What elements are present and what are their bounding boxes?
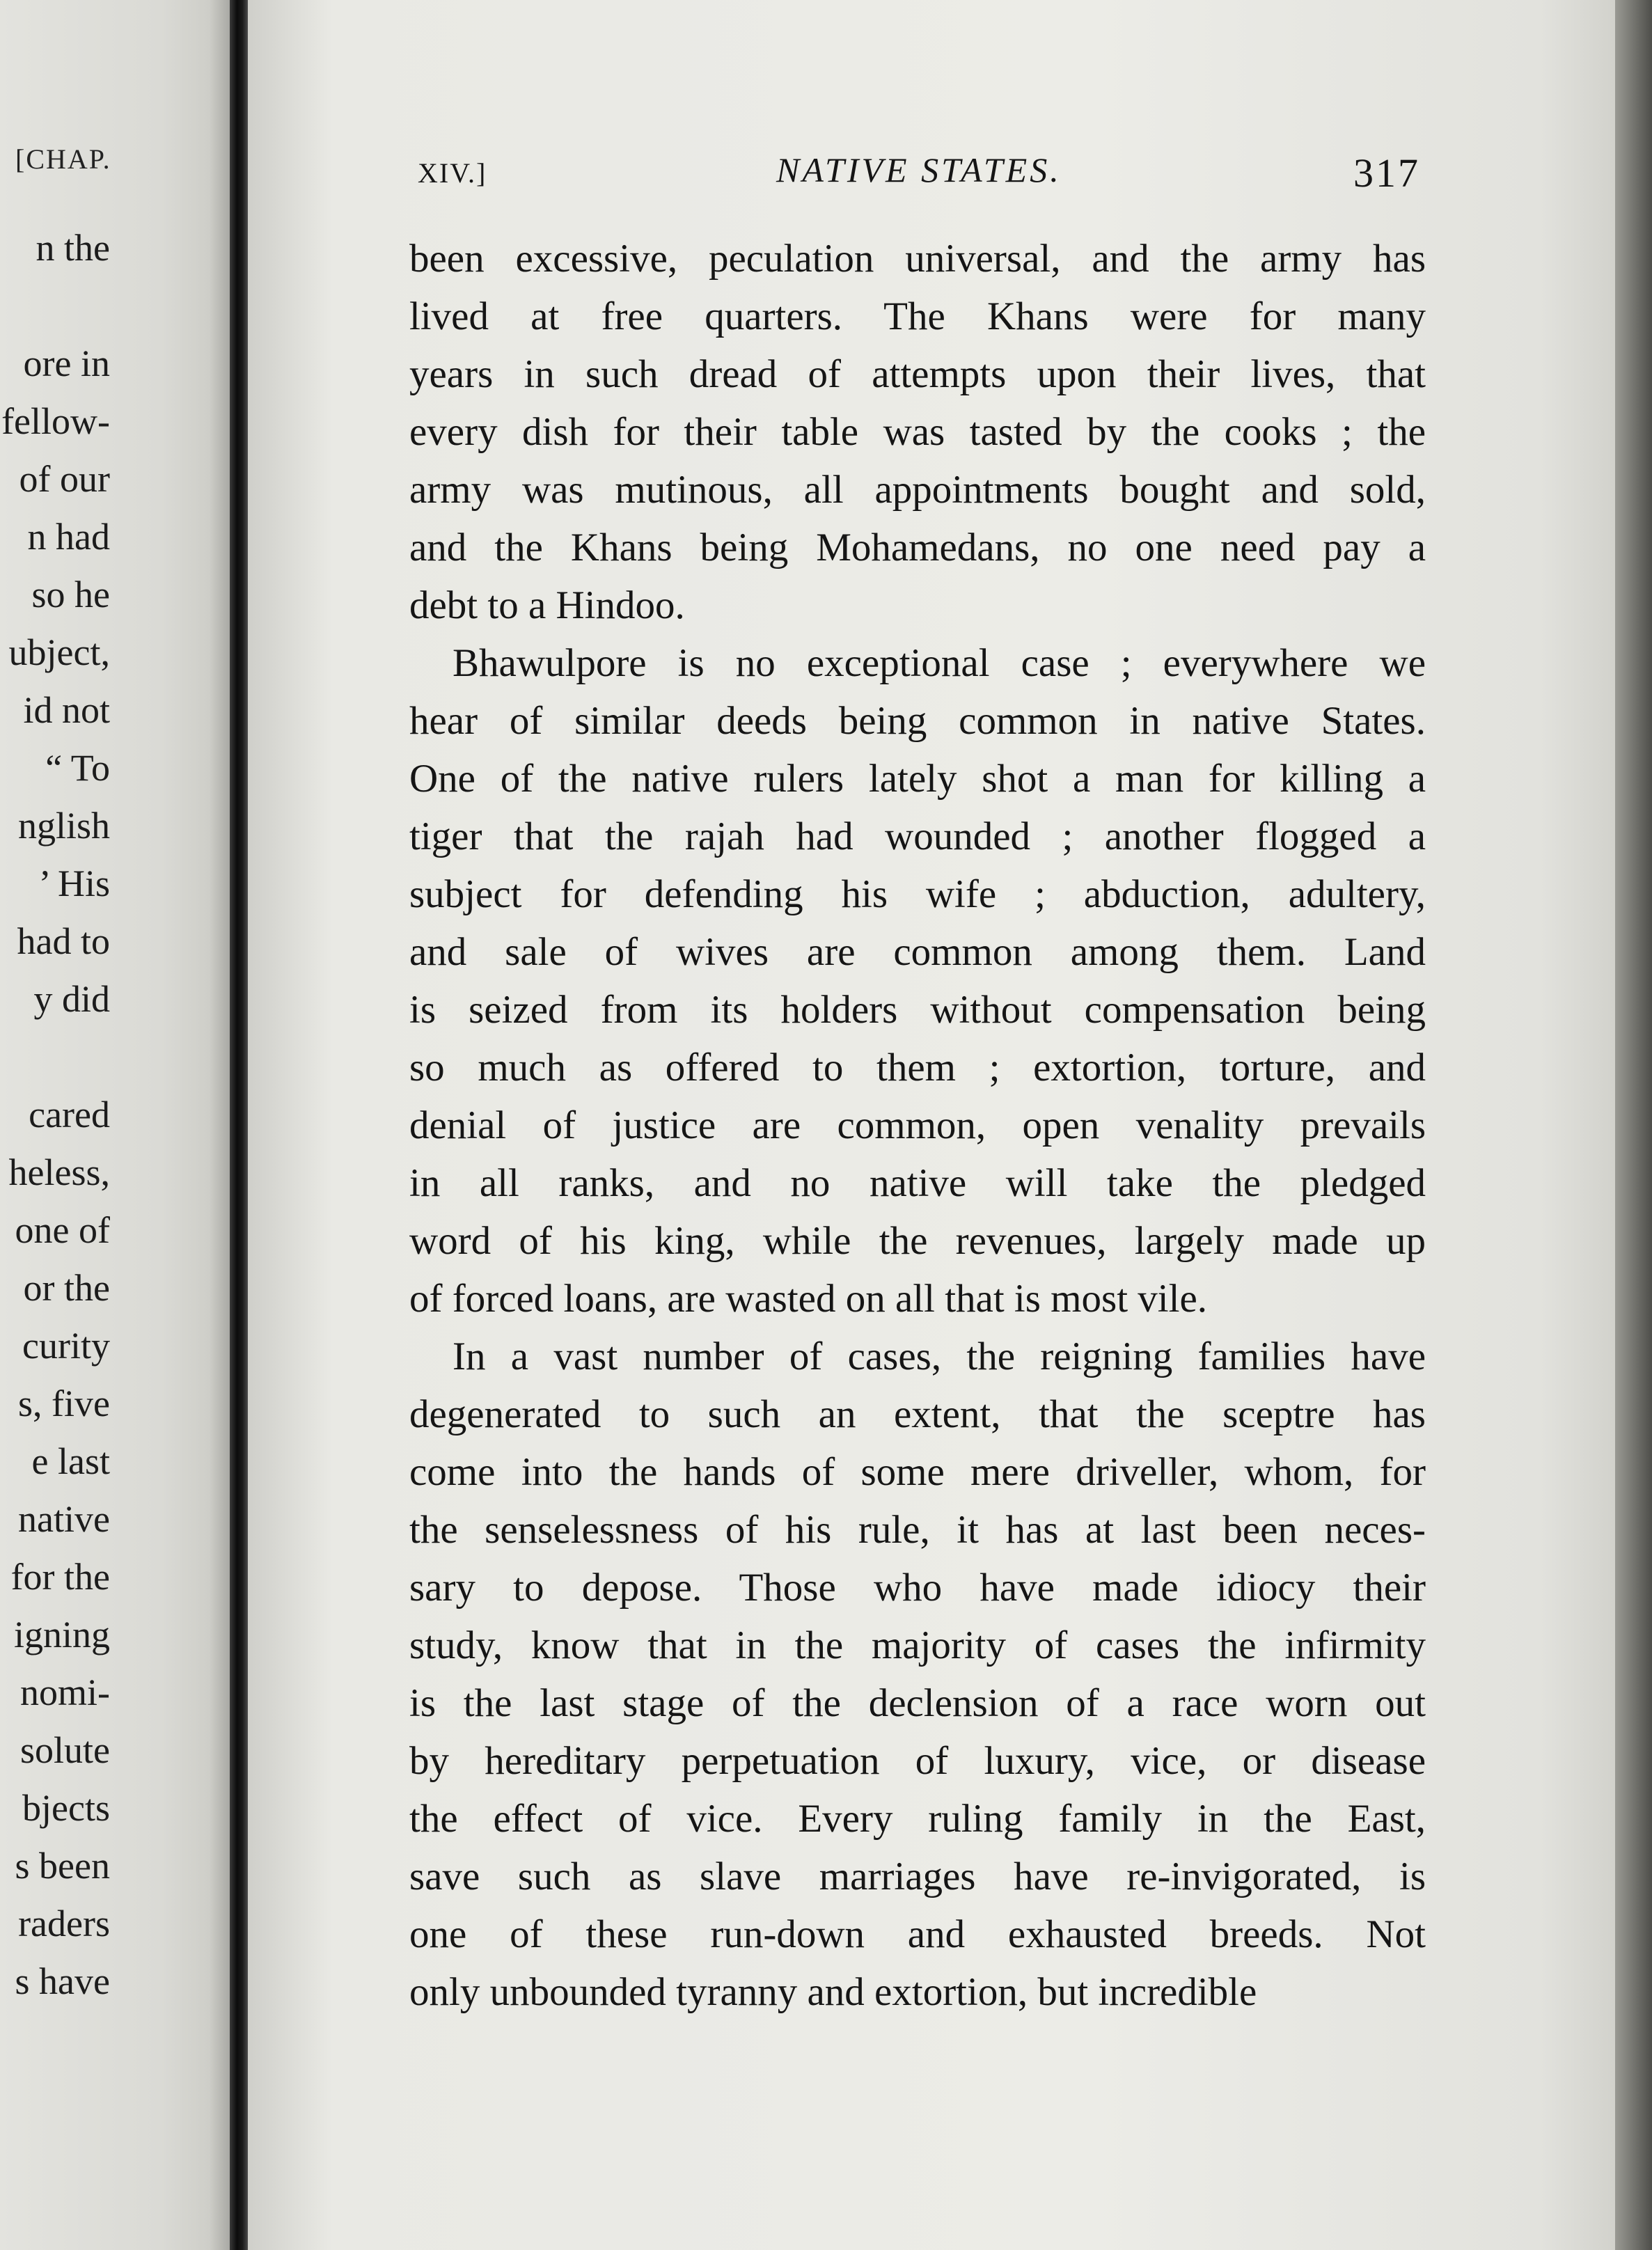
left-page [0,0,230,2250]
text-line: save such as slave marriages have re-invigorated, is [409,1855,1426,1898]
left-line-fragment: had to [17,920,110,962]
running-header [418,150,1420,198]
page-title: NATIVE STATES. [776,150,1062,189]
left-line-fragment: solute [20,1729,110,1771]
text-line: lived at free quarters. The Khans were for many [409,294,1426,338]
left-line-fragment: bjects [22,1787,110,1829]
text-line: only unbounded tyranny and extortion, but incredible [409,1970,1257,2014]
left-line-fragment: for the [10,1556,110,1598]
text-line: by hereditary perpetuation of luxury, vice, or disease [409,1739,1426,1783]
left-line-fragment: ubject, [8,631,110,673]
page-number: 317 [1353,150,1420,196]
left-line-fragment: s have [15,1960,110,2002]
text-line: years in such dread of attempts upon their lives, that [409,352,1426,396]
text-line: subject for defending his wife ; abduction, adultery, [409,872,1426,916]
left-line-fragment: cared [29,1094,110,1135]
text-line: debt to a Hindoo. [409,583,685,627]
left-line-fragment: igning [13,1614,110,1655]
text-line: so much as offered to them ; extortion, torture, and [409,1046,1426,1089]
left-line-fragment: one of [15,1209,110,1251]
left-line-fragment: nglish [17,805,110,847]
left-line-fragment: so he [31,574,110,615]
left-line-fragment: native [18,1498,110,1540]
chapter-mark: XIV.] [418,157,487,189]
page-edge-shadow [1615,0,1652,2250]
left-line-fragment: heless, [8,1151,110,1193]
text-line: denial of justice are common, open venality prevails [409,1103,1426,1147]
left-running-header: [CHAP. [15,143,111,175]
text-line: sary to depose. Those who have made idiocy their [409,1566,1426,1610]
text-line: the effect of vice. Every ruling family in the East, [409,1797,1426,1841]
left-line-fragment: fellow- [1,400,110,442]
text-line: army was mutinous, all appointments bought and sold, [409,468,1426,512]
left-line-fragment: nomi- [20,1671,110,1713]
text-line: word of his king, while the revenues, largely made up [409,1219,1426,1263]
text-line: come into the hands of some mere driveller, whom, for [409,1450,1426,1494]
text-line: tiger that the rajah had wounded ; another flogged a [409,815,1426,858]
text-line: Bhawulpore is no exceptional case ; everywhere we [453,641,1426,685]
left-line-fragment: y did [33,978,110,1020]
text-line: of forced loans, are wasted on all that is most vile. [409,1277,1208,1321]
text-line: study, know that in the majority of cases the infirmity [409,1623,1426,1667]
left-line-fragment: curity [22,1325,110,1367]
left-line-fragment: of our [19,458,110,500]
left-line-fragment: ore in [23,343,110,384]
text-line: One of the native rulers lately shot a man for killing a [409,757,1426,801]
left-line-fragment: n had [27,516,110,558]
text-line: the senselessness of his rule, it has at last been neces- [409,1508,1426,1552]
left-line-fragment: id not [23,689,110,731]
text-line: is seized from its holders without compensation being [409,988,1426,1032]
text-line: been excessive, peculation universal, and the army has [409,237,1426,281]
left-line-fragment: “ To [45,747,110,789]
text-line: in all ranks, and no native will take the pledged [409,1161,1426,1205]
left-line-fragment: or the [23,1267,110,1309]
left-line-fragment: e last [31,1440,110,1482]
text-line: In a vast number of cases, the reigning families have [453,1335,1426,1378]
text-line: and sale of wives are common among them. Land [409,930,1426,974]
paragraph [409,634,1426,1328]
text-line: degenerated to such an extent, that the sceptre has [409,1392,1426,1436]
text-line: hear of similar deeds being common in native States. [409,699,1426,743]
text-line: is the last stage of the declension of a race worn out [409,1681,1426,1725]
body-text [409,230,1426,2021]
text-line: one of these run-down and exhausted breeds. Not [409,1912,1426,1956]
paragraph [409,230,1426,634]
left-line-fragment: s been [15,1845,110,1887]
left-line-fragment: raders [18,1903,110,1944]
left-line-fragment: n the [36,227,110,269]
book-binding [230,0,248,2250]
left-line-fragment: ’ His [38,863,110,904]
text-line: and the Khans being Mohamedans, no one need pay a [409,526,1426,569]
paragraph [409,1328,1426,2021]
text-line: every dish for their table was tasted by the cooks ; the [409,410,1426,454]
left-line-fragment: s, five [18,1383,110,1424]
